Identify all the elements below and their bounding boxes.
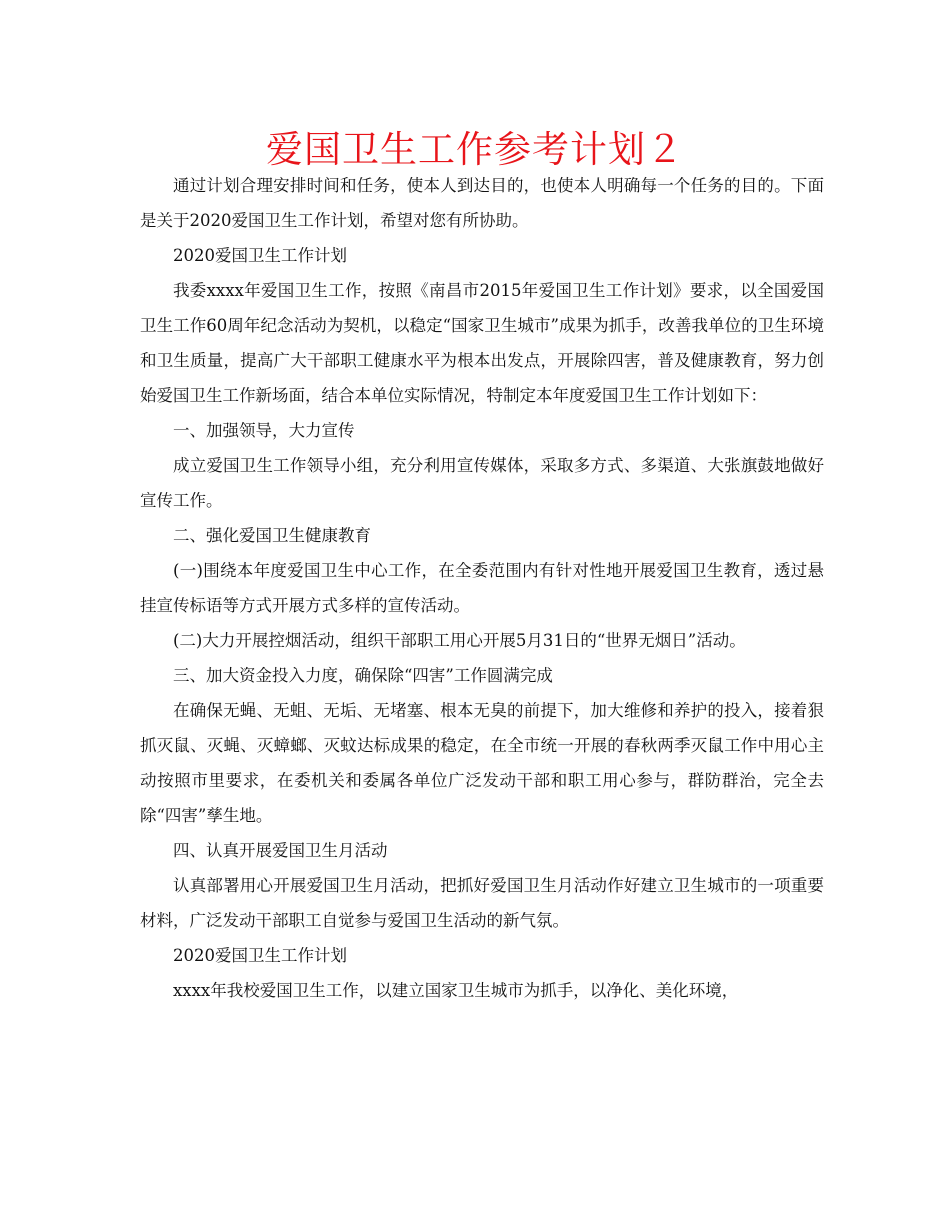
paragraph: 三、加大资金投入力度，确保除“四害”工作圆满完成	[173, 666, 553, 685]
paragraph: 我委xxxx年爱国卫生工作，按照《南昌市2015年爱国卫生工作计划》要求，以全国爱国卫生工作60周年纪念活动为契机，以稳定“国家卫生城市”成果为抓手，改善我单位的卫生环境和卫生质量，提高广大干部职工健康水平为根本出发点，开展除四害，普及健康教育，努力创始爱国卫生工作新场面，结合本单位实际情况，特制定本年度爱国卫生工作计划如下：	[140, 281, 824, 405]
paragraph: (二)大力开展控烟活动，组织干部职工用心开展5月31日的“世界无烟日”活动。	[173, 631, 746, 650]
paragraph: 二、强化爱国卫生健康教育	[173, 526, 371, 545]
paragraph: (一)围绕本年度爱国卫生中心工作，在全委范围内有针对性地开展爱国卫生教育，透过悬挂宣传标语等方式开展方式多样的宣传活动。	[140, 561, 824, 615]
paragraph: 认真部署用心开展爱国卫生月活动，把抓好爱国卫生月活动作好建立卫生城市的一项重要材料，广泛发动干部职工自觉参与爱国卫生活动的新气氛。	[140, 876, 824, 930]
paragraph: 2020爱国卫生工作计划	[173, 946, 347, 965]
paragraph: 通过计划合理安排时间和任务，使本人到达目的，也使本人明确每一个任务的目的。下面是关于2020爱国卫生工作计划，希望对您有所协助。	[140, 176, 824, 230]
paragraph: 四、认真开展爱国卫生月活动	[173, 841, 388, 860]
paragraph: 成立爱国卫生工作领导小组，充分利用宣传媒体，采取多方式、多渠道、大张旗鼓地做好宣传工作。	[140, 456, 824, 510]
document-body	[140, 168, 824, 1008]
paragraph: 2020爱国卫生工作计划	[173, 246, 347, 265]
paragraph: xxxx年我校爱国卫生工作，以建立国家卫生城市为抓手，以净化、美化环境，	[173, 981, 739, 1000]
document-title: 爱国卫生工作参考计划２	[266, 128, 684, 171]
paragraph: 在确保无蝇、无蛆、无垢、无堵塞、根本无臭的前提下，加大维修和养护的投入，接着狠抓灭鼠、灭蝇、灭蟑螂、灭蚊达标成果的稳定，在全市统一开展的春秋两季灭鼠工作中用心主动按照市里要求，在委机关和委属各单位广泛发动干部和职工用心参与，群防群治，完全去除“四害”孳生地。	[140, 701, 824, 825]
paragraph: 一、加强领导，大力宣传	[173, 421, 355, 440]
